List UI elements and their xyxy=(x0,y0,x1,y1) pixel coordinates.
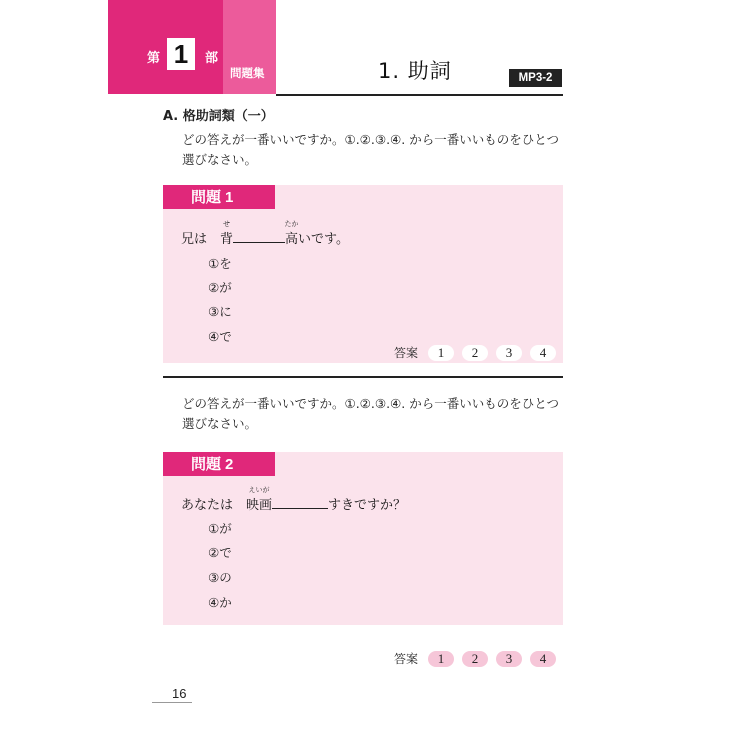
question-2-option-2: ②で xyxy=(208,545,232,560)
answer-blank xyxy=(233,231,285,243)
answer-choice-2[interactable]: 2 xyxy=(462,651,488,667)
question-2-panel xyxy=(163,452,563,625)
question-1-option-1: ①を xyxy=(208,256,232,271)
question-1-label xyxy=(163,185,275,209)
question-1-answer-row xyxy=(394,344,564,361)
answer-choice-1[interactable]: 1 xyxy=(428,651,454,667)
furigana-base: 背 xyxy=(220,232,234,247)
furigana-word xyxy=(220,220,234,247)
question-2-option-1: ①が xyxy=(208,521,232,536)
question-label-text: 問題 xyxy=(191,455,222,473)
chapter-number: 1 xyxy=(167,38,195,70)
answer-label: 答案 xyxy=(394,652,419,666)
question-2-label xyxy=(163,452,275,476)
lesson-title: 1. 助詞 xyxy=(378,59,452,83)
stem-after: いです。 xyxy=(298,232,350,247)
answer-choice-1[interactable]: 1 xyxy=(428,345,454,361)
answer-choice-3[interactable]: 3 xyxy=(496,651,522,667)
answer-choice-2[interactable]: 2 xyxy=(462,345,488,361)
chapter-tab xyxy=(108,0,276,94)
furigana-base: 映画 xyxy=(246,498,273,513)
question-1-option-3: ③に xyxy=(208,304,232,319)
question-label-text: 問題 xyxy=(191,188,222,206)
question-number: 2 xyxy=(225,456,234,473)
question-number: 1 xyxy=(225,189,234,206)
furigana-reading-2: たか xyxy=(284,220,299,228)
page-number: 16 xyxy=(172,686,187,701)
furigana-word-2 xyxy=(284,220,299,247)
stem-after: すきですか？ xyxy=(328,498,407,513)
question-2-instruction: どの答えが一番いいですか。①.②.③.④. から一番いいものをひとつ選びなさい。 xyxy=(182,396,559,431)
stem-before: あなたは xyxy=(181,498,247,513)
furigana-reading: せ xyxy=(223,220,231,228)
answer-blank xyxy=(272,497,328,509)
furigana-word xyxy=(246,486,273,513)
title-rule xyxy=(276,94,563,96)
furigana-reading: えいが xyxy=(248,486,270,494)
section-heading: A. 格助詞類（一） xyxy=(163,109,274,124)
question-2-stem xyxy=(181,486,407,513)
answer-choice-4[interactable]: 4 xyxy=(530,651,556,667)
question-2-answer-row xyxy=(394,650,564,667)
furigana-base-2: 高 xyxy=(285,232,299,247)
page-number-rule xyxy=(152,702,192,703)
question-2-option-3: ③の xyxy=(208,570,232,585)
answer-choice-3[interactable]: 3 xyxy=(496,345,522,361)
question-1-stem xyxy=(181,220,350,247)
audio-track-badge: MP3-2 xyxy=(509,69,562,87)
question-1-instruction: どの答えが一番いいですか。①.②.③.④. から一番いいものをひとつ選びなさい。 xyxy=(182,132,559,167)
stem-before: 兄は xyxy=(181,232,221,247)
answer-choice-4[interactable]: 4 xyxy=(530,345,556,361)
answer-label: 答案 xyxy=(394,346,419,360)
question-1-option-2: ②が xyxy=(208,280,232,295)
chapter-suffix: 部 xyxy=(205,51,219,66)
question-1-panel xyxy=(163,185,563,363)
question-2-option-4: ④か xyxy=(208,595,232,610)
chapter-subtitle: 問題集 xyxy=(230,66,265,80)
chapter-prefix: 第 xyxy=(147,51,161,66)
question-1-option-4: ④で xyxy=(208,329,232,344)
section-divider xyxy=(163,376,563,378)
